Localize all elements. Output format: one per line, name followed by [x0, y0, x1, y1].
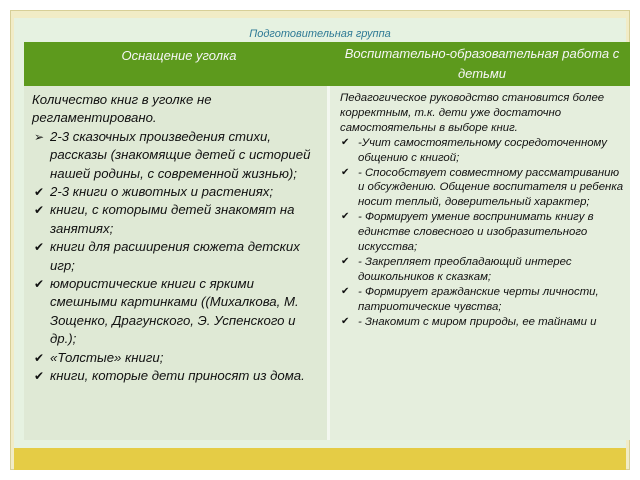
list-item — [32, 349, 323, 367]
list-item-text: книги, с которыми детей знакомят на занятиях; — [50, 202, 295, 236]
list-item-text: - Знакомит с миром природы, ее тайнами и — [358, 315, 597, 328]
check-bullet-icon: ✔ — [34, 350, 45, 365]
check-bullet-icon: ✔ — [341, 166, 350, 178]
list-item — [32, 201, 323, 238]
column-header-equipment: Оснащение уголка — [121, 48, 237, 63]
list-item-text: юмористические книги с яркими смешными картинками ((Михалкова, М. Зощенко, Драгунского, Э. Успенского и др.); — [50, 276, 299, 347]
list-item-text: книги для расширения сюжета детских игр; — [50, 239, 300, 273]
check-bullet-icon: ✔ — [341, 315, 350, 327]
list-item — [340, 166, 624, 211]
page-title: Подготовительная группа — [249, 28, 391, 40]
list-item — [340, 315, 624, 330]
check-bullet-icon: ✔ — [34, 369, 45, 384]
educational-work-list — [340, 136, 624, 330]
equipment-list — [32, 128, 323, 386]
check-bullet-icon: ✔ — [34, 277, 45, 292]
list-item — [340, 136, 624, 166]
list-item-text: 2-3 книги о животных и растениях; — [50, 184, 274, 200]
list-item — [340, 285, 624, 315]
list-item-text: 2-3 сказочных произведения стихи, рассказы (знакомящие детей с историей нашей родины, с современной жизнью); — [50, 128, 311, 181]
educational-work-intro: Педагогическое руководство становится более корректным, т.к. дети уже достаточно самостоятельны в выборе книг. — [340, 92, 605, 134]
check-bullet-icon: ✔ — [341, 255, 350, 267]
equipment-intro: Количество книг в уголке не регламентировано. — [32, 92, 212, 126]
table-body — [24, 86, 630, 440]
list-item — [32, 128, 323, 183]
list-item — [32, 367, 323, 385]
educational-work-cell — [330, 86, 630, 440]
list-item — [32, 238, 323, 275]
check-bullet-icon: ✔ — [34, 203, 45, 218]
list-item — [32, 183, 323, 201]
list-item — [340, 210, 624, 255]
content-table — [24, 42, 630, 440]
check-bullet-icon: ✔ — [341, 285, 350, 297]
list-item — [340, 255, 624, 285]
equipment-cell — [24, 86, 330, 440]
list-item-text: - Закрепляет преобладающий интерес дошкольников к сказкам; — [358, 255, 572, 283]
arrow-bullet-icon: ➢ — [34, 129, 45, 144]
list-item-text: - Способствует совместному рассматриванию и обсуждению. Общение воспитателя и ребенка носит теплый, доверительный характер; — [358, 166, 624, 209]
list-item-text: книги, которые дети приносят из дома. — [50, 368, 305, 384]
bottom-accent-bar — [14, 448, 626, 470]
column-header-educational-work: Воспитательно-образовательная работа с детьми — [344, 46, 620, 81]
check-bullet-icon: ✔ — [34, 185, 45, 200]
list-item-text: - Формирует гражданские черты личности, патриотические чувства; — [358, 285, 599, 313]
list-item — [32, 275, 323, 349]
list-item-text: - Формирует умение воспринимать книгу в единстве словесного и изобразительного искусства; — [358, 211, 594, 254]
check-bullet-icon: ✔ — [341, 136, 350, 148]
check-bullet-icon: ✔ — [341, 211, 350, 223]
list-item-text: -Учит самостоятельному сосредоточенному общению с книгой; — [358, 136, 607, 164]
list-item-text: «Толстые» книги; — [50, 349, 164, 365]
check-bullet-icon: ✔ — [34, 240, 45, 255]
table-header — [24, 42, 630, 86]
